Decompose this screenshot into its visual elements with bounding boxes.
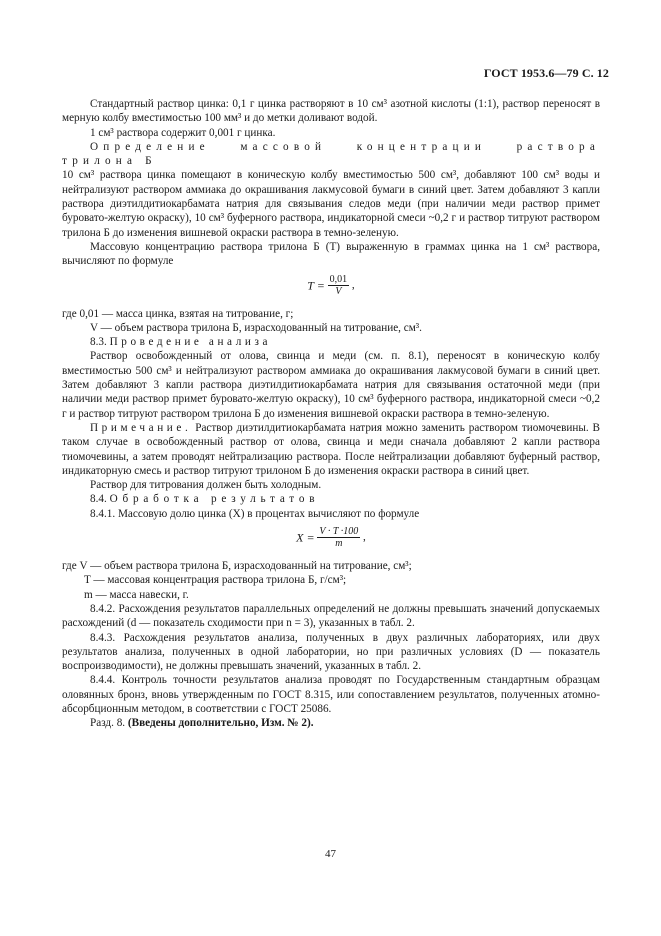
formula-lhs: T =: [307, 277, 325, 292]
section-title: Обработка результатов: [109, 493, 320, 506]
where-line-2: T — массовая концентрация раствора трилона Б, г/см³;: [84, 574, 347, 587]
where-line-1: где V — объем раствора трилона Б, израсходованный на титрование, см³;: [62, 560, 412, 573]
section-number: 8.4.: [90, 493, 107, 506]
section-title-trilon-concentration: [62, 140, 600, 169]
formula-denominator: m: [335, 538, 343, 550]
formula-trilon-concentration: [62, 274, 600, 302]
document-body: [62, 97, 600, 731]
section-title: Проведение анализа: [109, 336, 272, 349]
paragraph-trilon-formula-intro: Массовую концентрацию раствора трилона Б (Т) выраженную в граммах цинка на 1 см³ раствора, вычисляют по формуле: [62, 240, 600, 268]
note-text: Раствор диэтилдитиокарбамата натрия можно заменить раствором тиомочевины. В таком случае в освобожденный раствор от олова, свинца и меди сначала добавляют 2 капли раствора тиомочевины, а затем проводят нейтрализацию раствора. После нейтрализации добавляют буферный раствор, индикаторную смесь и раствор титруют трилоном Б до изменения окраски раствора в синий цвет.: [62, 421, 601, 477]
spaced-title: Определение массовой концентрации раствора трилона Б: [62, 140, 600, 168]
paragraph-zinc-standard: Стандартный раствор цинка: 0,1 г цинка растворяют в 10 см³ азотной кислоты (1:1), раствор переносят в мерную колбу вместимостью 100 мм³ и до метки доливают водой.: [62, 98, 600, 125]
formula-lhs: X =: [296, 530, 315, 545]
paragraph-analysis-procedure: Раствор освобожденный от олова, свинца и меди (см. п. 8.1), переносят в коническую колбу вместимостью 500 см³ и нейтрализуют раствором аммиака до окрашивания лакмусовой бумаги в синий цвет. Затем добавляют 3 капли раствора диэтилдитиокарбамата натрия для связывания остаточной меди (при наличии меди раствор примет буровато-желтую окраску), 10 см³ буферного раствора, индикаторной смеси ~0,2 г и раствор титруют раствором трилона Б до изменения вишневой окраски раствора в темно-зеленую.: [62, 350, 600, 420]
paragraph-cold-solution: Раствор для титрования должен быть холодным.: [90, 479, 322, 492]
page-header: ГОСТ 1953.6—79 С. 12: [483, 66, 609, 80]
section-heading-8-4: [62, 492, 600, 506]
paragraph-8-4-3: 8.4.3. Расхождения результатов анализа, полученных в двух различных лабораториях, или двух результатов анализа, полученных в одной лаборатории, но при различных условиях (D — показатель воспроизводимости), не должны превышать значений, указанных в табл. 2.: [62, 631, 600, 673]
paragraph-trilon-procedure: 10 см³ раствора цинка помещают в коническую колбу вместимостью 500 см³, добавляют 100 см³ воды и нейтрализуют раствором аммиака до окрашивания лакмусовой бумаги в синий цвет. Затем добавляют 3 капли раствора диэтилдитиокарбамата натрия для связывания следов меди (при наличии меди раствор примет буровато-желтую окраску), 10 см³ буферного раствора, индикаторной смеси ~0,2 г и раствор титруют раствором трилона Б до изменения вишневой окраски раствора в темно-зеленую.: [62, 169, 600, 239]
formula-numerator: V · T ·100: [319, 526, 359, 538]
section-number: 8.3.: [90, 336, 107, 349]
formula-fraction: [328, 274, 350, 297]
amendment-prefix: Разд. 8.: [90, 717, 126, 730]
paragraph-amendment: [62, 716, 600, 730]
section-heading-8-3: [62, 335, 600, 349]
formula-tail: ,: [351, 278, 355, 291]
note-label: Примечание.: [90, 421, 192, 434]
amendment-bold: (Введены дополнительно, Изм. № 2).: [127, 717, 314, 730]
where-line-3: m — масса навески, г.: [84, 588, 189, 601]
paragraph-zinc-content: 1 см³ раствора содержит 0,001 г цинка.: [90, 126, 276, 139]
formula-numerator: 0,01: [329, 273, 348, 285]
paragraph-8-4-1: 8.4.1. Массовую долю цинка (X) в процентах вычисляют по формуле: [90, 507, 420, 520]
page-number: 47: [325, 848, 336, 860]
paragraph-8-4-4: 8.4.4. Контроль точности результатов анализа проводят по Государственным стандартным образцам оловянных бронз, вновь утвержденным по ГОСТ 8.315, или сопоставлением результатов, полученных атомно-абсорбционным методом, в соответствии с ГОСТ 25086.: [62, 674, 600, 715]
formula-zinc-fraction: [62, 526, 600, 554]
paragraph-8-4-2: 8.4.2. Расхождения результатов параллельных определений не должны превышать значений допускаемых расхождений (d — показатель сходимости при n = 3), указанных в табл. 2.: [62, 602, 600, 630]
paragraph-note: [62, 421, 600, 478]
where-line-1: где 0,01 — масса цинка, взятая на титрование, г;: [62, 307, 294, 320]
where-line-2: V — объем раствора трилона Б, израсходованный на титрование, см³.: [90, 321, 422, 334]
formula-tail: ,: [363, 531, 366, 544]
formula-denominator: V: [335, 285, 342, 297]
formula-fraction: [317, 526, 360, 549]
